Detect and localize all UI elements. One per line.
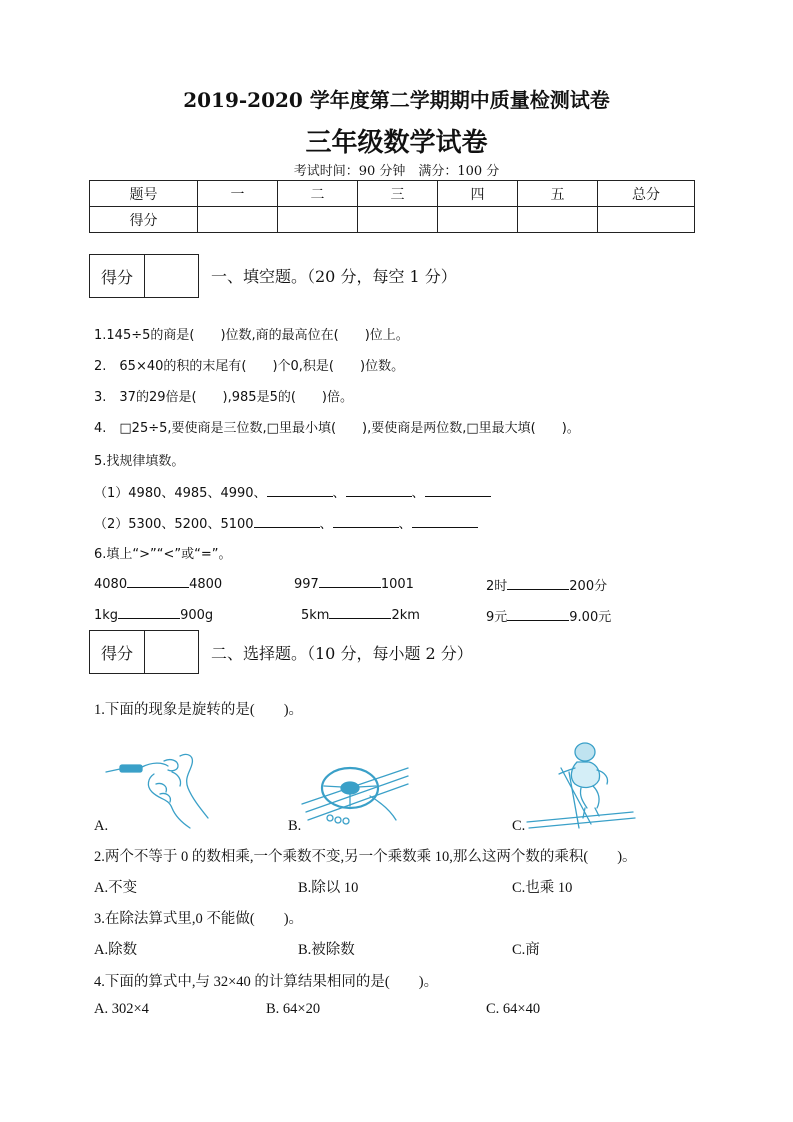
section2-score-field[interactable] [145, 631, 198, 673]
compare-right: 4800 [189, 577, 223, 592]
steering-wheel-figure [300, 756, 410, 832]
compare-left: 997 [294, 577, 319, 592]
compare-item [486, 606, 611, 625]
option-b: B.除以 10 [298, 880, 359, 896]
score-cell[interactable] [278, 207, 358, 233]
option-b: B. 64×20 [266, 1001, 321, 1017]
compare-blank[interactable] [118, 606, 180, 619]
option-a: A. 302×4 [94, 1001, 149, 1017]
score-row-label: 得分 [90, 207, 198, 233]
compare-right: 200分 [569, 579, 608, 594]
score-table [89, 180, 695, 233]
compare-blank[interactable] [507, 577, 569, 590]
score-table-header: 一 [198, 181, 278, 207]
section1-score-field[interactable] [145, 255, 198, 297]
answer-blank[interactable] [267, 484, 333, 497]
compare-blank[interactable] [507, 608, 569, 621]
option-b: B. [288, 818, 302, 834]
separator: 、 [332, 486, 346, 501]
separator: 、 [411, 486, 425, 501]
compare-left: 1kg [94, 608, 119, 623]
separator: 、 [398, 517, 412, 532]
compare-left: 4080 [94, 577, 128, 592]
question-2-1: 1.下面的现象是旋转的是( )。 [94, 702, 304, 718]
section2-score-box [89, 630, 199, 674]
answer-blank[interactable] [254, 515, 320, 528]
score-cell[interactable] [358, 207, 438, 233]
score-cell[interactable] [438, 207, 518, 233]
compare-right: 900g [180, 608, 214, 623]
question-1-5: 5.找规律填数。 [94, 454, 185, 469]
exam-info: 考试时间：90 分钟 满分：100 分 [293, 164, 500, 179]
section1-score-label: 得分 [90, 255, 145, 297]
separator: 、 [319, 517, 333, 532]
option-a: A.除数 [94, 942, 138, 958]
option-a: A. [94, 818, 109, 834]
hand-pipette-figure [104, 748, 216, 832]
score-table-row [90, 207, 695, 233]
option-b: B.被除数 [298, 942, 355, 958]
option-a: A.不变 [94, 880, 138, 896]
score-table-header-row [90, 181, 695, 207]
option-c: C.也乘 10 [512, 880, 573, 896]
answer-blank[interactable] [412, 515, 478, 528]
compare-item [94, 575, 222, 592]
answer-blank[interactable] [425, 484, 491, 497]
question-1-1: 1.145÷5的商是( )位数,商的最高位在( )位上。 [94, 328, 409, 343]
compare-item [294, 575, 414, 592]
question-1-5-1 [94, 482, 491, 501]
compare-right: 1001 [380, 577, 414, 592]
sequence-prefix: （1）4980、4985、4990、 [94, 486, 267, 501]
compare-right: 9.00元 [569, 610, 612, 625]
option-c: C. [512, 818, 526, 834]
score-cell[interactable] [598, 207, 695, 233]
question-2-2: 2.两个不等于 0 的数相乘,一个乘数不变,另一个乘数乘 10,那么这两个数的乘积( )。 [94, 849, 637, 865]
question-2-3: 3.在除法算式里,0 不能做( )。 [94, 911, 304, 927]
skier-figure [525, 738, 637, 834]
sequence-prefix: （2）5300、5200、5100 [94, 517, 254, 532]
exam-title: 2019-2020 学年度第二学期期中质量检测试卷 [183, 88, 610, 112]
score-cell[interactable] [198, 207, 278, 233]
section1-heading: 一、填空题。（20 分，每空 1 分） [211, 267, 457, 286]
compare-blank[interactable] [127, 575, 189, 588]
compare-blank[interactable] [329, 606, 391, 619]
exam-subtitle: 三年级数学试卷 [305, 128, 488, 158]
compare-blank[interactable] [319, 575, 381, 588]
compare-left: 9元 [486, 610, 508, 625]
compare-item [486, 575, 607, 594]
compare-left: 2时 [486, 579, 508, 594]
answer-blank[interactable] [333, 515, 399, 528]
compare-item [301, 606, 420, 623]
compare-item [94, 606, 213, 623]
question-1-4: 4. □25÷5,要使商是三位数,□里最小填( ),要使商是两位数,□里最大填( )。 [94, 421, 580, 436]
answer-blank[interactable] [346, 484, 412, 497]
section1-score-box [89, 254, 199, 298]
score-table-header: 题号 [90, 181, 198, 207]
question-2-4: 4.下面的算式中,与 32×40 的计算结果相同的是( )。 [94, 974, 439, 990]
score-table-header: 三 [358, 181, 438, 207]
question-1-5-2 [94, 513, 478, 532]
section2-score-label: 得分 [90, 631, 145, 673]
option-c: C. 64×40 [486, 1001, 541, 1017]
compare-left: 5km [301, 608, 330, 623]
question-1-3: 3. 37的29倍是( ),985是5的( )倍。 [94, 390, 353, 405]
option-c: C.商 [512, 942, 540, 958]
score-table-header: 总分 [598, 181, 695, 207]
section2-heading: 二、选择题。（10 分，每小题 2 分） [211, 644, 473, 663]
score-table-header: 四 [438, 181, 518, 207]
question-1-6: 6.填上“>”“<”或“=”。 [94, 547, 232, 562]
score-table-header: 五 [518, 181, 598, 207]
score-cell[interactable] [518, 207, 598, 233]
compare-right: 2km [391, 608, 420, 623]
score-table-header: 二 [278, 181, 358, 207]
question-1-2: 2. 65×40的积的末尾有( )个0,积是( )位数。 [94, 359, 405, 374]
